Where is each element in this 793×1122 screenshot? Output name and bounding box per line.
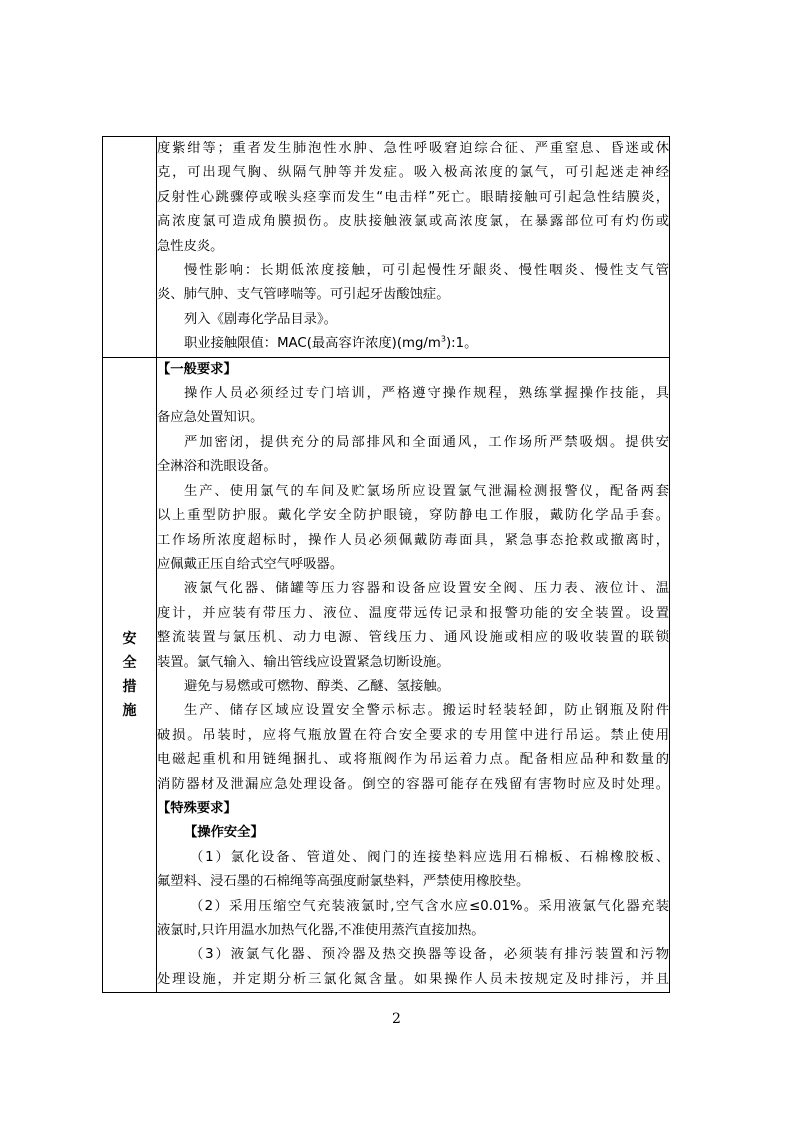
text-line: 列入《剧毒化学品目录》。 xyxy=(184,311,337,327)
text-line: 工作场所浓度超标时，操作人员必须佩戴防毒面具，紧急事态抢救或撤离时， xyxy=(157,532,669,548)
text-line: 消防器材及泄漏应急处理设备。倒空的容器可能存在残留有害物时应及时处理。 xyxy=(157,776,669,792)
safety-measures-cell xyxy=(157,357,670,993)
text-line: 处理设施，并定期分析三氯化氮含量。如果操作人员未按规定及时排污，并且 xyxy=(157,971,669,987)
section-label-char: 施 xyxy=(122,702,137,719)
text-line: （1）氯化设备、管道处、阀门的连接垫料应选用石棉板、石棉橡胶板、 xyxy=(190,849,669,865)
text-line: 急性皮炎。 xyxy=(157,238,224,254)
mac-suffix: ):1。 xyxy=(445,336,478,352)
text-line: 慢性影响：长期低浓度接触，可引起慢性牙龈炎、慢性咽炎、慢性支气管 xyxy=(184,263,669,279)
text-line: 破损。吊装时，应将气瓶放置在符合安全要求的专用筐中进行吊运。禁止使用 xyxy=(157,727,669,743)
text-line: 生产、使用氯气的车间及贮氯场所应设置氯气泄漏检测报警仪，配备两套 xyxy=(184,483,669,499)
operation-safety-heading: 【操作安全】 xyxy=(184,825,264,841)
text-line: 操作人员必须经过专门培训，严格遵守操作规程，熟练掌握操作技能，具 xyxy=(184,386,669,402)
section-label-cell xyxy=(103,357,157,993)
text-line: 炎、肺气肿、支气管哮喘等。可引起牙齿酸蚀症。 xyxy=(157,287,450,303)
text-line: 氟塑料、浸石墨的石棉绳等高强度耐氯垫料，严禁使用橡胶垫。 xyxy=(157,874,530,890)
mac-prefix: 职业接触限值：MAC(最高容许浓度)(mg/m xyxy=(184,336,441,352)
text-line: 克，可出现气胸、纵隔气肿等并发症。吸入极高浓度的氯气，可引起迷走神经 xyxy=(157,165,669,181)
text-line: （3）液氯气化器、预冷器及热交换器等设备，必须装有排污装置和污物 xyxy=(190,947,669,963)
text-line: 全淋浴和洗眼设备。 xyxy=(157,459,277,475)
table-row-health-hazards xyxy=(103,137,670,358)
health-hazards-cell xyxy=(157,137,670,358)
text-line: 高浓度氯可造成角膜损伤。皮肤接触液氯或高浓度氯，在暴露部位可有灼伤或 xyxy=(157,214,669,230)
section-label xyxy=(123,627,137,723)
mac-limit-line xyxy=(157,332,669,356)
text-line: 应佩戴正压自给式空气呼吸器。 xyxy=(157,556,344,572)
text-line: 装置。氯气输入、输出管线应设置紧急切断设施。 xyxy=(157,654,450,670)
mac-superscript: 3 xyxy=(440,334,446,344)
special-requirements-heading: 【特殊要求】 xyxy=(157,800,237,816)
text-line: 严加密闭，提供充分的局部排风和全面通风，工作场所严禁吸烟。提供安 xyxy=(184,434,669,450)
text-line: 反射性心跳骤停或喉头痉挛而发生“电击样”死亡。眼睛接触可引起急性结膜炎， xyxy=(157,189,669,205)
empty-label-cell xyxy=(103,137,157,358)
content-table xyxy=(102,136,670,993)
page-number: 2 xyxy=(392,1011,401,1027)
text-line: 度计，并应装有带压力、液位、温度带远传记录和报警功能的安全装置。设置 xyxy=(157,605,669,621)
text-line: 以上重型防护服。戴化学安全防护眼镜，穿防静电工作服，戴防化学品手套。 xyxy=(157,508,669,524)
text-line: 避免与易燃或可燃物、醇类、乙醚、氢接触。 xyxy=(184,678,450,694)
text-line: 液氯时,只许用温水加热气化器,不准使用蒸汽直接加热。 xyxy=(157,923,485,938)
text-line: 度紫绀等；重者发生肺泡性水肿、急性呼吸窘迫综合征、严重窒息、昏迷或休 xyxy=(157,141,669,156)
table-row-safety-measures xyxy=(103,357,670,993)
text-line: 备应急处置知识。 xyxy=(157,410,264,426)
general-requirements-heading: 【一般要求】 xyxy=(157,361,237,377)
section-label-char: 措 xyxy=(122,678,137,695)
text-line: 整流装置与氯压机、动力电源、管线压力、通风设施或相应的吸收装置的联锁 xyxy=(157,630,669,646)
section-label-char: 安 xyxy=(122,630,137,647)
text-line: 液氯气化器、储罐等压力容器和设备应设置安全阀、压力表、液位计、温 xyxy=(184,581,669,597)
section-label-char: 全 xyxy=(122,654,137,671)
text-line: 电磁起重机和用链绳捆扎、或将瓶阀作为吊运着力点。配备相应品种和数量的 xyxy=(157,752,669,768)
text-line: （2）采用压缩空气充装液氯时,空气含水应≤0.01%。采用液氯气化器充装 xyxy=(190,898,669,914)
text-line: 生产、储存区域应设置安全警示标志。搬运时轻装轻卸，防止钢瓶及附件 xyxy=(184,703,669,719)
